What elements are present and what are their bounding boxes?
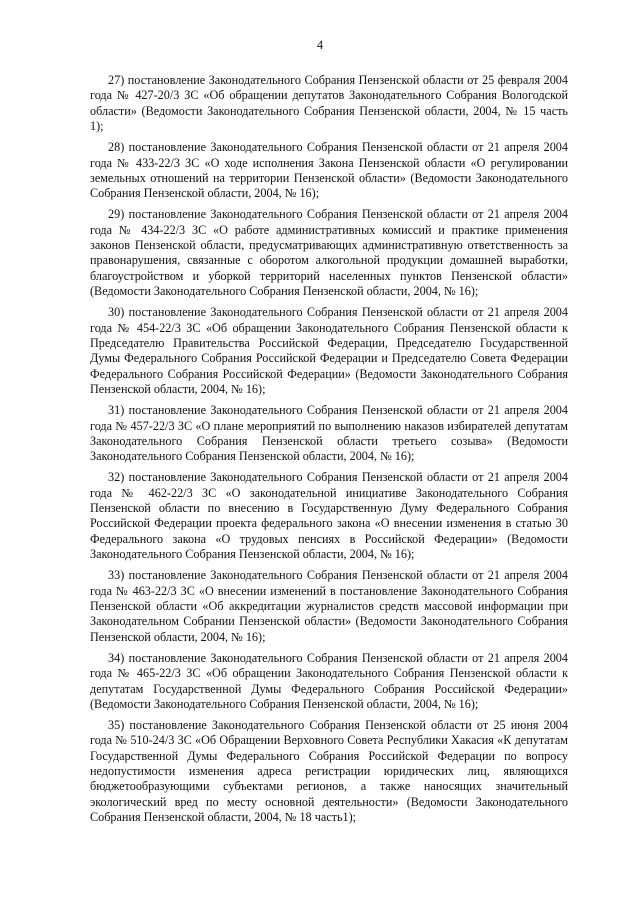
list-item: 30) постановление Законодательного Собрания Пензенской области от 21 апреля 2004 года № 454-22/3 ЗС «Об обращении Законодательного Собрания Пензенской области к Председателю Правительства Российской Федерации, Председателю Государственной Думы Федерального Собрания Российской Федерации и Председателю Совета Федерации Федерального Собрания Российской Федерации» (Ведомости Законодательного Собрания Пензенской области, 2004, № 16); — [90, 305, 568, 397]
list-item: 27) постановление Законодательного Собрания Пензенской области от 25 февраля 2004 года № 427-20/3 ЗС «Об обращении депутатов Законодательного Собрания Вологодской области» (Ведомости Законодательного Собрания Пензенской области, 2004, № 15 часть 1); — [90, 73, 568, 134]
list-item: 32) постановление Законодательного Собрания Пензенской области от 21 апреля 2004 года № 462-22/3 ЗС «О законодательной инициативе Законодательного Собрания Пензенской области по внесению в Государственную Думу Федерального Собрания Российской Федерации проекта федерального закона «О внесении изменения в статью 30 Федерального закона «О трудовых пенсиях в Российской Федерации» (Ведомости Законодательного Собрания Пензенской области, 2004, № 16); — [90, 470, 568, 562]
list-item: 33) постановление Законодательного Собрания Пензенской области от 21 апреля 2004 года № 463-22/3 ЗС «О внесении изменений в постановление Законодательного Собрания Пензенской области «Об аккредитации журналистов средств массовой информации при Законодательном Собрании Пензенской области» (Ведомости Законодательного Собрания Пензенской области, 2004, № 16); — [90, 568, 568, 644]
document-body — [90, 73, 568, 831]
list-item: 34) постановление Законодательного Собрания Пензенской области от 21 апреля 2004 года № 465-22/3 ЗС «Об обращении Законодательного Собрания Пензенской области к депутатам Государственной Думы Федерального Собрания Российской Федерации» (Ведомости Законодательного Собрания Пензенской области, 2004, № 16); — [90, 650, 568, 711]
list-item: 35) постановление Законодательного Собрания Пензенской области от 25 июня 2004 года № 510-24/3 ЗС «Об Обращении Верховного Совета Республики Хакасия «К депутатам Государственной Думы Федерального Собрания Российской Федерации по вопросу недопустимости изменения адреса регистрации юридических лиц, являющихся бюджетообразующими субъектами регионов, а также наносящих значительный экологический вред по месту основной деятельности» (Ведомости Законодательного Собрания Пензенской области, 2004, № 18 часть1); — [90, 717, 568, 825]
list-item: 28) постановление Законодательного Собрания Пензенской области от 21 апреля 2004 года № 433-22/3 ЗС «О ходе исполнения Закона Пензенской области «О регулировании земельных отношений на территории Пензенской области» (Ведомости Законодательного Собрания Пензенской области, 2004, № 16); — [90, 140, 568, 201]
list-item: 31) постановление Законодательного Собрания Пензенской области от 21 апреля 2004 года № 457-22/3 ЗС «О плане мероприятий по выполнению наказов избирателей депутатам Законодательного Собрания Пензенской области третьего созыва» (Ведомости Законодательного Собрания Пензенской области, 2004, № 16); — [90, 403, 568, 464]
list-item: 29) постановление Законодательного Собрания Пензенской области от 21 апреля 2004 года № 434-22/3 ЗС «О работе административных комиссий и практике применения законов Пензенской области, предусматривающих административную ответственность за правонарушения, связанные с оборотом алкогольной продукции домашней выработки, благоустройством и уборкой территорий населенных пунктов Пензенской области» (Ведомости Законодательного Собрания Пензенской области, 2004, № 16); — [90, 207, 568, 299]
page-number: 4 — [316, 38, 324, 52]
